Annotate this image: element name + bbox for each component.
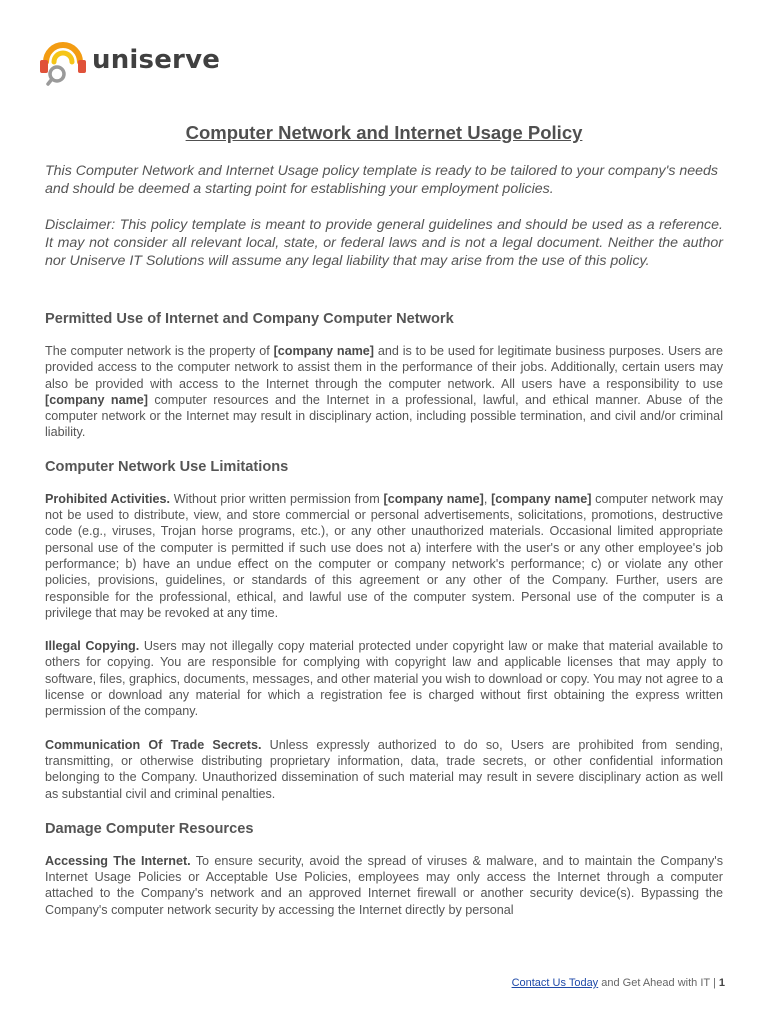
permitted-use-paragraph bbox=[45, 343, 723, 441]
disclaimer-paragraph: Disclaimer: This policy template is meant to provide general guidelines and should be used as a reference. It may not consider all relevant local, state, or federal laws and is not a legal document. Neither the author nor Uniserve IT Solutions will assume any legal liability that may arise from the use of this policy. bbox=[45, 217, 723, 269]
text-run: Users may not illegally copy material protected under copyright law or make that material available to others for copying. You are responsible for complying with copyright law and applicable licenses that may apply to software, files, graphics, documents, messages, and other material you wish to download or copy. You may not agree to a license or download any material for which a registration fee is charged without first obtaining the express written permission of the company. bbox=[45, 639, 723, 719]
section-heading-use-limitations: Computer Network Use Limitations bbox=[45, 458, 289, 475]
company-name-placeholder: [company name] bbox=[491, 491, 592, 506]
document-body bbox=[45, 120, 723, 918]
paragraph-label: Illegal Copying. bbox=[45, 639, 140, 654]
contact-us-link[interactable]: Contact Us Today bbox=[511, 977, 599, 989]
text-run: Without prior written permission from bbox=[170, 491, 384, 506]
text-run: , bbox=[483, 491, 492, 506]
prohibited-activities-paragraph bbox=[45, 491, 723, 621]
trade-secrets-paragraph bbox=[45, 737, 723, 802]
page-title: Computer Network and Internet Usage Policy bbox=[185, 122, 583, 143]
company-name-placeholder: [company name] bbox=[45, 392, 148, 407]
page-number: 1 bbox=[718, 977, 725, 989]
text-run: computer resources and the Internet in a professional, lawful, and ethical manner. Abuse of the computer network or the Internet may result in disciplinary action, including possible termination, and civil and/or criminal liability. bbox=[45, 392, 723, 440]
text-run: computer network may not be used to distribute, view, and store commercial or personal advertisements, solicitations, promotions, destructive code (e.g., viruses, Trojan horse programs, etc.), or any other unauthorized materials. Occasional limited appropriate personal use of the computer is permitted if such use does not a) interfere with the user's or any other employee's job performance; b) have an undue effect on the computer or company network's performance; c) or violate any other policies, provisions, guidelines, or standards of this agreement or any other of the Company. Further, users are responsible for the professional, ethical, and lawful use of the computer system. Personal use of the computer is a privilege that may be revoked at any time. bbox=[45, 491, 724, 620]
accessing-internet-paragraph bbox=[45, 853, 723, 918]
illegal-copying-paragraph bbox=[45, 638, 723, 719]
page-footer bbox=[512, 977, 725, 989]
paragraph-label: Communication Of Trade Secrets. bbox=[45, 737, 262, 752]
text-run: The computer network is the property of bbox=[45, 344, 274, 358]
section-heading-damage-resources: Damage Computer Resources bbox=[45, 820, 254, 837]
footer-text: and Get Ahead with IT | bbox=[598, 977, 719, 989]
text-run: and is to be used for legitimate business purposes. Users are provided access to the computer network to assist them in the performance of their jobs. Additionally, certain users may also be provided with access to the Internet through the computer network. All users have a responsibility to use bbox=[45, 344, 723, 391]
uniserve-logo-mark-icon bbox=[38, 38, 96, 88]
uniserve-logo[interactable] bbox=[38, 38, 220, 88]
paragraph-label: Prohibited Activities. bbox=[45, 491, 171, 506]
intro-paragraph: This Computer Network and Internet Usage policy template is ready to be tailored to your company's needs and should be deemed a starting point for establishing your employment policies. bbox=[45, 163, 719, 197]
company-name-placeholder: [company name] bbox=[383, 491, 484, 506]
paragraph-label: Accessing The Internet. bbox=[45, 853, 191, 868]
text-run: To ensure security, avoid the spread of viruses & malware, and to maintain the Company's Internet Usage Policies or Acceptable Use Policies, employees may only access the Internet through a computer attached to the Company's network and an approved Internet firewall or another security device(s). Bypassing the Company's computer network security by accessing the Internet directly by personal bbox=[45, 853, 723, 917]
text-run: Unless expressly authorized to do so, Users are prohibited from sending, transmitting, or otherwise distributing proprietary information, data, trade secrets, or other confidential information belonging to the Company. Unauthorized dissemination of such material may result in severe disciplinary action as well as substantial civil and criminal penalties. bbox=[45, 737, 724, 801]
company-name-placeholder: [company name] bbox=[273, 344, 374, 358]
logo-text: uniserve bbox=[92, 45, 221, 75]
section-heading-permitted-use: Permitted Use of Internet and Company Computer Network bbox=[45, 311, 454, 327]
